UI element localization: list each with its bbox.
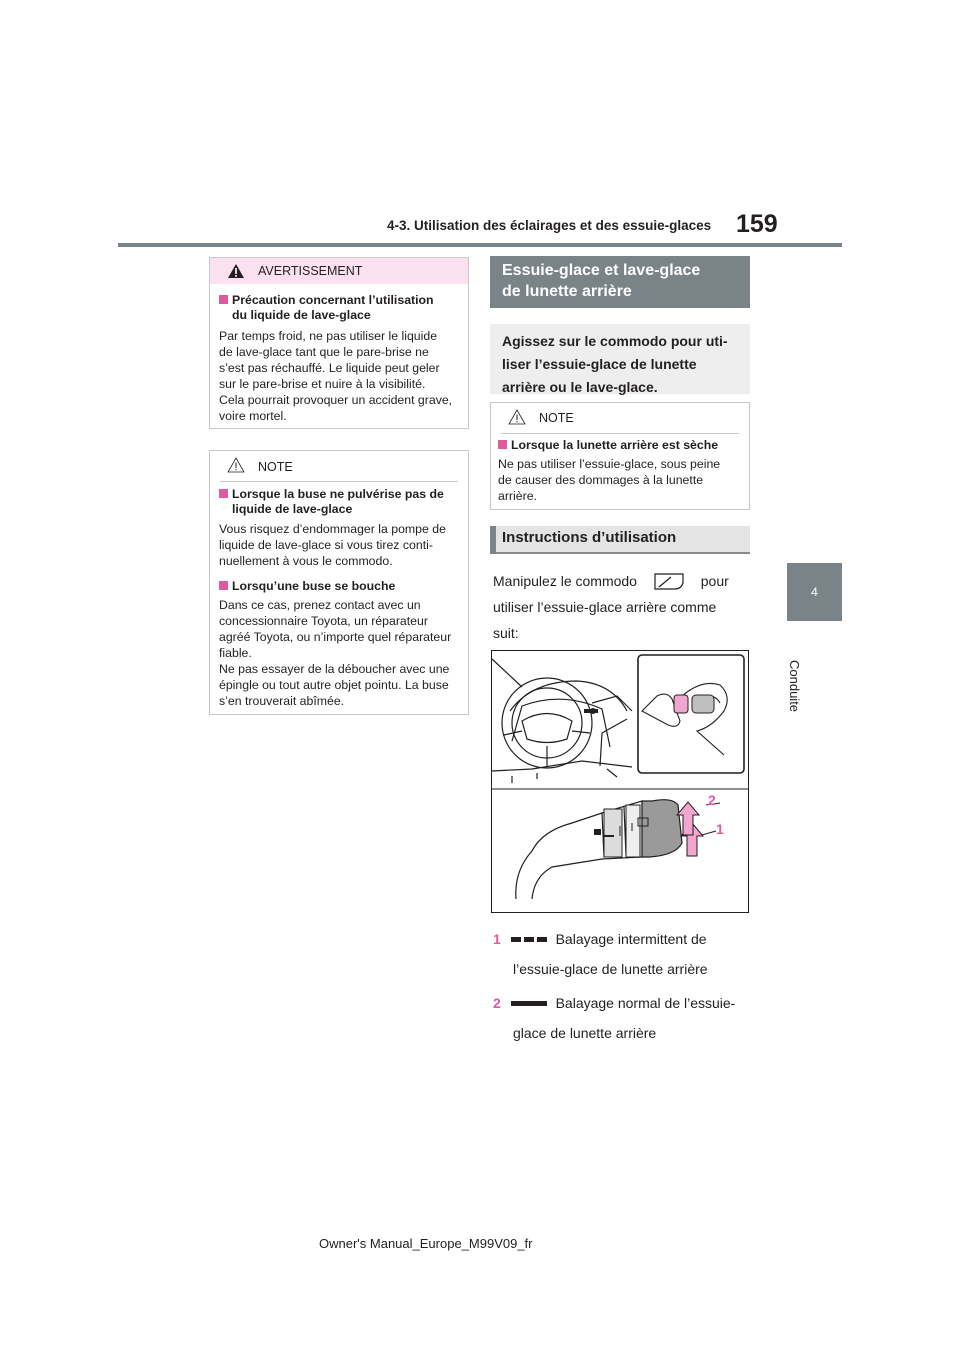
page-number: 159 bbox=[736, 210, 778, 238]
bullet-square-icon bbox=[219, 295, 228, 304]
warning-triangle-icon bbox=[227, 263, 245, 279]
note-title: NOTE bbox=[258, 460, 293, 474]
warning-header bbox=[210, 258, 468, 284]
item-number: 1 bbox=[493, 931, 501, 947]
note-item-heading: Lorsque la buse ne pulvérise pas de liquide de lave-glace bbox=[219, 487, 464, 517]
note-title: NOTE bbox=[539, 411, 574, 425]
warning-text: Par temps froid, ne pas utiliser le liquide de lave-glace tant que le pare-brise ne s’est pas réchauffé. Le liquide peut geler sur le pare-brise et nuire à la visibilité. Cela pourrait provoquer un accident grave, voire mortel. bbox=[219, 329, 453, 423]
bullet-square-icon bbox=[498, 440, 507, 449]
note-divider bbox=[501, 433, 739, 434]
intermittent-mode-icon bbox=[511, 936, 547, 943]
note-divider bbox=[220, 481, 458, 482]
normal-mode-icon bbox=[511, 1000, 547, 1007]
note-box bbox=[209, 450, 469, 715]
note-item-text: Vous risquez d’endommager la pompe de liquide de lave-glace si vous tirez conti- nuellement à vous le commodo. bbox=[219, 522, 446, 568]
wiper-lever-figure bbox=[491, 650, 749, 913]
lead-paragraph: Agissez sur le commodo pour uti- liser l’essuie-glace de lunette arrière ou le lave-glace. bbox=[490, 324, 750, 394]
warning-item-heading: Précaution concernant l’utilisation du liquide de lave-glace bbox=[219, 293, 464, 323]
section-title: 4-3. Utilisation des éclairages et des essuie-glaces bbox=[387, 218, 712, 233]
bullet-square-icon bbox=[219, 489, 228, 498]
bullet-square-icon bbox=[219, 581, 228, 590]
instructions-intro: Manipulez le commodo pour utiliser l’essuie-glace arrière comme suit: bbox=[493, 568, 758, 646]
list-item: 2 Balayage normal de l’essuie- glace de lunette arrière bbox=[493, 995, 736, 1041]
item-number: 2 bbox=[493, 995, 501, 1011]
caution-triangle-icon bbox=[227, 457, 245, 473]
chapter-tab: 4 bbox=[787, 563, 842, 621]
note-box bbox=[490, 402, 750, 510]
chapter-label: Conduite bbox=[787, 660, 802, 713]
note-item-text: Dans ce cas, prenez contact avec un concessionnaire Toyota, un réparateur agréé Toyota, ou n’importe quel réparateur fiable. Ne pas essayer de la déboucher avec une épingle ou tout autre objet pointu. La buse s’en trouverait abîmée. bbox=[219, 598, 452, 708]
note-item-heading: Lorsqu’une buse se bouche bbox=[219, 579, 464, 594]
section-heading: Essuie-glace et lave-glace de lunette arrière bbox=[490, 256, 750, 308]
list-item: 1 Balayage intermittent de l’essuie-glace de lunette arrière bbox=[493, 931, 708, 977]
caution-triangle-icon bbox=[508, 409, 526, 425]
instructions-heading: Instructions d’utilisation bbox=[490, 526, 750, 554]
warning-box bbox=[209, 257, 469, 429]
figure-label-1: 1 bbox=[716, 821, 724, 837]
note-item-text: Ne pas utiliser l’essuie-glace, sous peine de causer des dommages à la lunette arrière. bbox=[498, 457, 721, 503]
figure-label-2: 2 bbox=[708, 792, 716, 808]
wiper-lever-illustration bbox=[492, 651, 748, 912]
footer-text: Owner's Manual_Europe_M99V09_fr bbox=[319, 1236, 533, 1251]
heading-accent-bar bbox=[490, 526, 496, 554]
note-item-heading: Lorsque la lunette arrière est sèche bbox=[498, 438, 746, 453]
warning-title: AVERTISSEMENT bbox=[258, 264, 363, 278]
header-rule bbox=[118, 243, 842, 247]
rear-wiper-icon bbox=[653, 570, 685, 592]
